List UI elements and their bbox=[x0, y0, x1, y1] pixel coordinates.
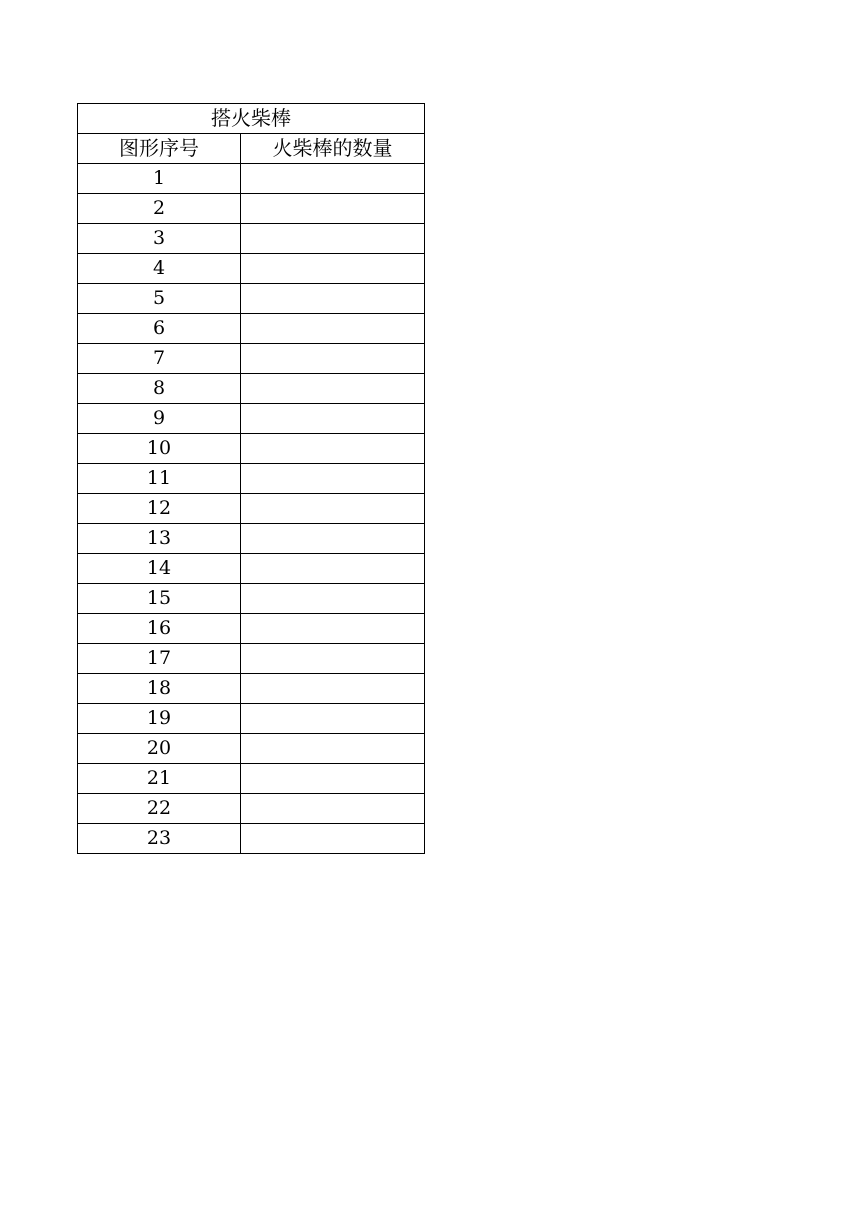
table-body bbox=[78, 164, 425, 854]
table-row bbox=[78, 734, 425, 764]
match-count-cell[interactable] bbox=[241, 584, 425, 614]
table-row bbox=[78, 344, 425, 374]
table-row bbox=[78, 794, 425, 824]
match-count-cell[interactable] bbox=[241, 734, 425, 764]
match-count-cell[interactable] bbox=[241, 794, 425, 824]
match-count-cell[interactable] bbox=[241, 284, 425, 314]
match-count-cell[interactable] bbox=[241, 554, 425, 584]
figure-index-cell: 3 bbox=[78, 224, 241, 254]
match-count-header: 火柴棒的数量 bbox=[241, 134, 425, 164]
table-row bbox=[78, 224, 425, 254]
match-count-cell[interactable] bbox=[241, 254, 425, 284]
figure-index-cell: 2 bbox=[78, 194, 241, 224]
figure-index-cell: 12 bbox=[78, 494, 241, 524]
figure-index-cell: 9 bbox=[78, 404, 241, 434]
figure-index-cell: 21 bbox=[78, 764, 241, 794]
match-count-cell[interactable] bbox=[241, 164, 425, 194]
figure-index-cell: 19 bbox=[78, 704, 241, 734]
table-title: 搭火柴棒 bbox=[78, 104, 425, 134]
figure-index-cell: 5 bbox=[78, 284, 241, 314]
table-row bbox=[78, 524, 425, 554]
header-row bbox=[78, 134, 425, 164]
figure-index-cell: 22 bbox=[78, 794, 241, 824]
figure-index-cell: 16 bbox=[78, 614, 241, 644]
table-row bbox=[78, 704, 425, 734]
figure-index-cell: 8 bbox=[78, 374, 241, 404]
match-count-cell[interactable] bbox=[241, 464, 425, 494]
table-row bbox=[78, 554, 425, 584]
match-count-cell[interactable] bbox=[241, 434, 425, 464]
title-row bbox=[78, 104, 425, 134]
match-count-cell[interactable] bbox=[241, 674, 425, 704]
table-row bbox=[78, 584, 425, 614]
table-row bbox=[78, 194, 425, 224]
match-count-cell[interactable] bbox=[241, 194, 425, 224]
match-count-cell[interactable] bbox=[241, 644, 425, 674]
table-row bbox=[78, 404, 425, 434]
table-row bbox=[78, 254, 425, 284]
figure-index-cell: 4 bbox=[78, 254, 241, 284]
match-count-cell[interactable] bbox=[241, 374, 425, 404]
figure-index-cell: 13 bbox=[78, 524, 241, 554]
figure-index-cell: 11 bbox=[78, 464, 241, 494]
matchstick-table bbox=[77, 103, 425, 854]
match-count-cell[interactable] bbox=[241, 824, 425, 854]
table-row bbox=[78, 434, 425, 464]
match-count-cell[interactable] bbox=[241, 314, 425, 344]
figure-index-cell: 18 bbox=[78, 674, 241, 704]
figure-index-cell: 14 bbox=[78, 554, 241, 584]
figure-index-cell: 17 bbox=[78, 644, 241, 674]
table-row bbox=[78, 164, 425, 194]
figure-index-cell: 7 bbox=[78, 344, 241, 374]
figure-index-cell: 15 bbox=[78, 584, 241, 614]
table-row bbox=[78, 614, 425, 644]
figure-index-cell: 6 bbox=[78, 314, 241, 344]
figure-index-header: 图形序号 bbox=[78, 134, 241, 164]
match-count-cell[interactable] bbox=[241, 704, 425, 734]
table-row bbox=[78, 644, 425, 674]
match-count-cell[interactable] bbox=[241, 224, 425, 254]
figure-index-cell: 1 bbox=[78, 164, 241, 194]
match-count-cell[interactable] bbox=[241, 344, 425, 374]
match-count-cell[interactable] bbox=[241, 404, 425, 434]
table-row bbox=[78, 494, 425, 524]
table-row bbox=[78, 674, 425, 704]
table-row bbox=[78, 824, 425, 854]
table-row bbox=[78, 464, 425, 494]
match-count-cell[interactable] bbox=[241, 614, 425, 644]
match-count-cell[interactable] bbox=[241, 494, 425, 524]
figure-index-cell: 10 bbox=[78, 434, 241, 464]
table-row bbox=[78, 764, 425, 794]
table-row bbox=[78, 374, 425, 404]
match-count-cell[interactable] bbox=[241, 764, 425, 794]
table-row bbox=[78, 284, 425, 314]
figure-index-cell: 20 bbox=[78, 734, 241, 764]
match-count-cell[interactable] bbox=[241, 524, 425, 554]
table-row bbox=[78, 314, 425, 344]
figure-index-cell: 23 bbox=[78, 824, 241, 854]
